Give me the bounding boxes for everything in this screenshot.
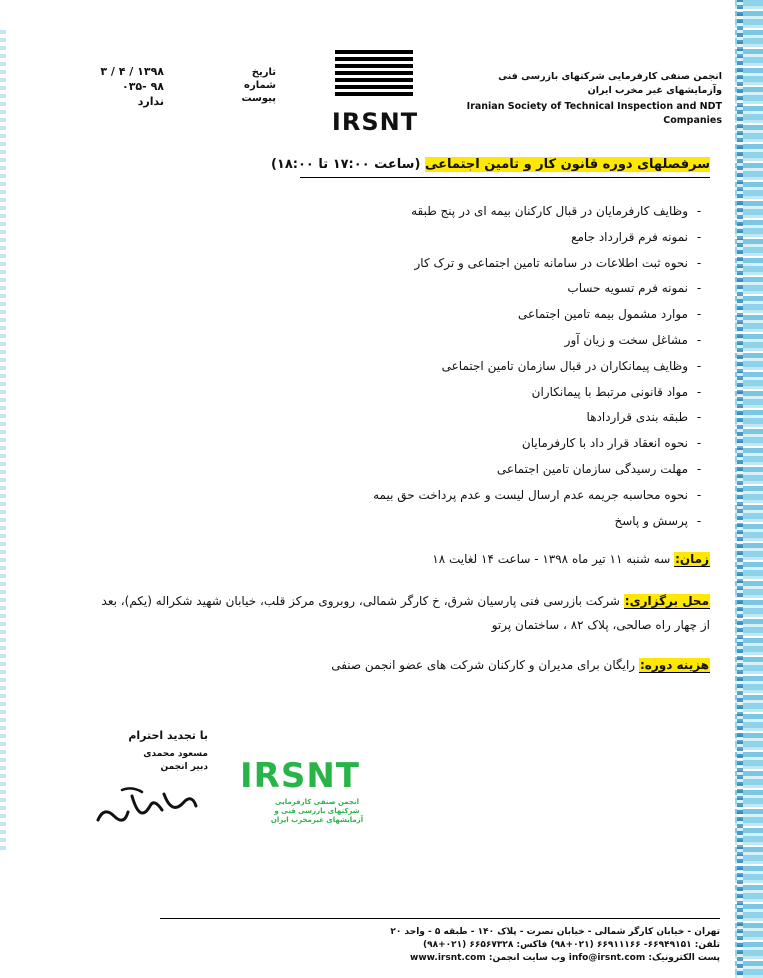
organization-name bbox=[440, 70, 722, 128]
bullet-icon: - bbox=[696, 436, 702, 451]
topic-text: وظایف پیمانکاران در قبال سازمان تامین اجتماعی bbox=[441, 358, 688, 373]
topic-text: پرسش و پاسخ bbox=[614, 513, 688, 528]
bullet-icon: - bbox=[696, 358, 702, 373]
title-time: (ساعت ۱۷:۰۰ تا ۱۸:۰۰) bbox=[270, 157, 421, 172]
list-item bbox=[240, 458, 710, 484]
bullet-icon: - bbox=[696, 281, 702, 296]
bullet-icon: - bbox=[696, 204, 702, 218]
signature-position: دبیر انجمن bbox=[160, 762, 208, 772]
org-name-en: Iranian Society of Technical Inspection and NDT Companies bbox=[466, 101, 722, 126]
topic-text: مواد قانونی مرتبط با پیمانکاران bbox=[531, 384, 688, 399]
logo-bars-icon bbox=[335, 50, 413, 102]
number-label: شماره bbox=[244, 80, 276, 91]
signature-greeting: با تجدید احترام bbox=[128, 729, 208, 742]
irsnt-logo bbox=[325, 50, 425, 135]
place-line1: شرکت بازرسی فنی پارسیان شرق، خ کارگر شمالی، روبروی مرکز قلب، خیابان شهید شکراله (یکم)، بعد bbox=[101, 594, 620, 608]
topic-text: نحوه محاسبه جریمه عدم ارسال لیست و عدم پرداخت حق بیمه bbox=[373, 487, 688, 502]
list-item bbox=[240, 277, 710, 303]
footer-phone: تلفن: ۶۶۹۴۹۱۵۱- ۶۶۹۱۱۱۶۶ (۰۲۱+۹۸) فاکس: ۶۶۵۶۷۳۲۸ (۰۲۱+۹۸) bbox=[422, 940, 720, 950]
cost-section bbox=[80, 655, 710, 675]
bullet-icon: - bbox=[696, 410, 702, 425]
list-item bbox=[240, 303, 710, 329]
footer-address: تهران - خیابان کارگر شمالی - خیابان نصرت - پلاک ۱۴۰ - طبقه ۵ - واحد ۲۰ bbox=[390, 927, 720, 937]
signature-name: مسعود محمدی bbox=[143, 749, 208, 759]
topic-text: نحوه انعقاد قرار داد با کارفرمایان bbox=[521, 436, 688, 451]
attachment-value: ندارد bbox=[137, 95, 164, 108]
place-section bbox=[80, 589, 710, 637]
decorative-border-left bbox=[0, 30, 6, 850]
cost-label: هزینه دوره: bbox=[639, 658, 709, 672]
number-value: ۹۸ -۰۳۵ bbox=[122, 80, 164, 93]
list-item bbox=[240, 355, 710, 381]
stamp-text: انجمن صنفی کارفرمایی شرکتهای بازرسی فنی و آزمایشهای غیرمخرب ایران bbox=[270, 798, 364, 824]
topic-text: طبقه بندی قراردادها bbox=[586, 410, 688, 425]
handwritten-signature-icon bbox=[92, 776, 202, 831]
topic-text: نمونه فرم تسویه حساب bbox=[567, 281, 688, 296]
bullet-icon: - bbox=[696, 255, 702, 270]
list-item bbox=[240, 329, 710, 355]
bullet-icon: - bbox=[696, 461, 702, 476]
topic-text: وظایف کارفرمایان در قبال کارکنان بیمه ای در پنج طبقه bbox=[411, 204, 688, 218]
list-item bbox=[240, 252, 710, 278]
organization-stamp bbox=[238, 752, 378, 832]
page-title bbox=[270, 157, 710, 178]
date-label: تاریخ bbox=[251, 67, 276, 78]
list-item bbox=[240, 200, 710, 226]
list-item bbox=[240, 406, 710, 432]
letter-meta-values bbox=[84, 64, 164, 109]
bullet-icon: - bbox=[696, 332, 702, 347]
title-main: سرفصلهای دوره قانون کار و تامین اجتماعی bbox=[424, 157, 710, 172]
attachment-label: پیوست bbox=[241, 93, 276, 104]
place-label: محل برگزاری: bbox=[624, 594, 709, 608]
topics-list bbox=[240, 200, 710, 535]
bullet-icon: - bbox=[696, 307, 702, 322]
topic-text: موارد مشمول بیمه تامین اجتماعی bbox=[518, 307, 688, 322]
topic-text: مشاغل سخت و زیان آور bbox=[564, 332, 688, 347]
time-section bbox=[80, 549, 710, 569]
letter-meta-labels bbox=[236, 66, 276, 105]
cost-value: رایگان برای مدیران و کارکنان شرکت های عضو انجمن صنفی bbox=[331, 658, 636, 672]
place-line2: از چهار راه صالحی، پلاک ۸۲ ، ساختمان پرتو bbox=[491, 618, 710, 632]
bullet-icon: - bbox=[696, 513, 702, 528]
stamp-logo: IRSNT bbox=[240, 756, 360, 796]
list-item bbox=[240, 432, 710, 458]
topic-text: مهلت رسیدگی سازمان تامین اجتماعی bbox=[496, 461, 688, 476]
decorative-border-right bbox=[735, 0, 763, 978]
logo-text: IRSNT bbox=[331, 108, 419, 136]
topic-text: نمونه فرم قرارداد جامع bbox=[571, 229, 688, 244]
list-item bbox=[240, 226, 710, 252]
list-item bbox=[240, 484, 710, 510]
org-name-fa: انجمن صنفی کارفرمایی شرکتهای بازرسی فنی وآزمایشهای غیر مخرب ایران bbox=[498, 71, 722, 96]
topic-text: نحوه ثبت اطلاعات در سامانه تامین اجتماعی و ترک کار bbox=[414, 255, 688, 270]
footer-divider bbox=[160, 918, 720, 919]
bullet-icon: - bbox=[696, 384, 702, 399]
bullet-icon: - bbox=[696, 487, 702, 502]
footer bbox=[200, 926, 720, 965]
list-item bbox=[240, 381, 710, 407]
date-value: ۱۳۹۸ / ۴ / ۳ bbox=[100, 65, 164, 78]
bullet-icon: - bbox=[696, 229, 702, 244]
time-value: سه شنبه ۱۱ تیر ماه ۱۳۹۸ - ساعت ۱۴ لغایت ۱۸ bbox=[432, 552, 671, 566]
footer-web: پست الکترونیک: info@irsnt.com وب سایت انجمن: www.irsnt.com bbox=[410, 953, 720, 963]
time-label: زمان: bbox=[675, 552, 709, 566]
list-item bbox=[240, 510, 710, 536]
